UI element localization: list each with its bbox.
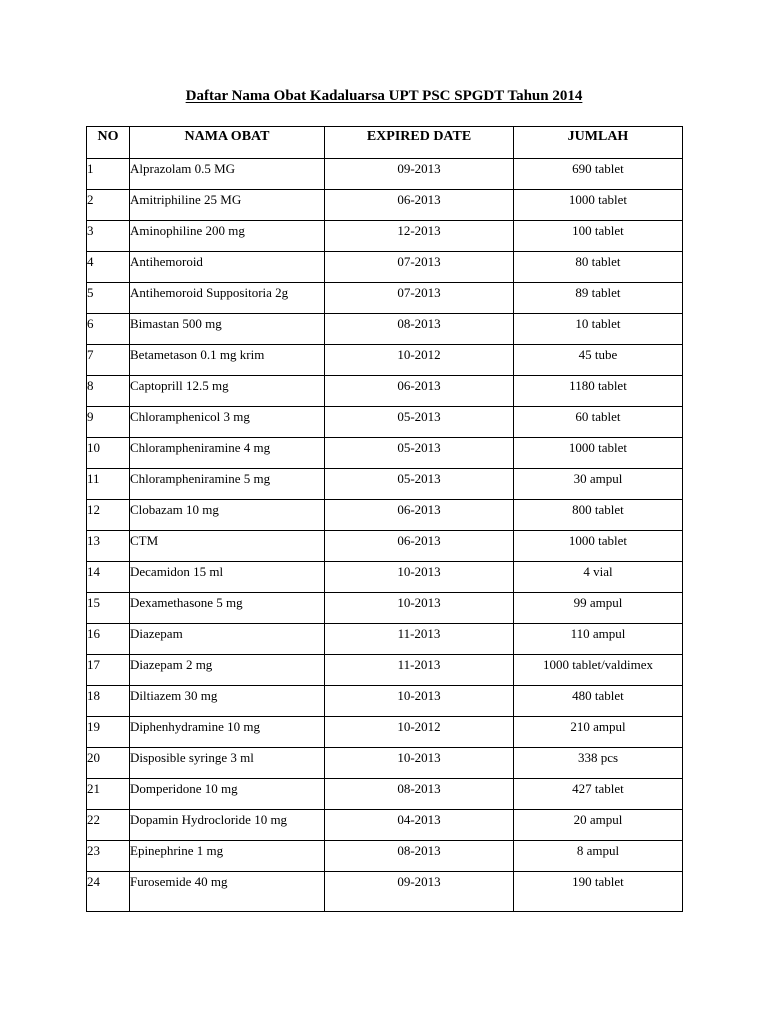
cell-no: 14 <box>87 562 130 593</box>
cell-no: 24 <box>87 872 130 912</box>
table-row <box>87 159 683 190</box>
cell-quantity: 1000 tablet <box>514 438 683 469</box>
cell-no: 5 <box>87 283 130 314</box>
table-row <box>87 314 683 345</box>
table-row <box>87 810 683 841</box>
cell-no: 20 <box>87 748 130 779</box>
table-row <box>87 407 683 438</box>
cell-medicine-name: Amitriphiline 25 MG <box>130 190 325 221</box>
cell-medicine-name: Furosemide 40 mg <box>130 872 325 912</box>
cell-expired-date: 08-2013 <box>325 841 514 872</box>
cell-medicine-name: Betametason 0.1 mg krim <box>130 345 325 376</box>
cell-expired-date: 05-2013 <box>325 438 514 469</box>
table-row <box>87 221 683 252</box>
cell-no: 17 <box>87 655 130 686</box>
cell-expired-date: 08-2013 <box>325 314 514 345</box>
cell-no: 6 <box>87 314 130 345</box>
table-row <box>87 438 683 469</box>
cell-medicine-name: Bimastan 500 mg <box>130 314 325 345</box>
cell-quantity: 60 tablet <box>514 407 683 438</box>
cell-expired-date: 06-2013 <box>325 500 514 531</box>
cell-medicine-name: Dopamin Hydrocloride 10 mg <box>130 810 325 841</box>
cell-medicine-name: CTM <box>130 531 325 562</box>
table-row <box>87 593 683 624</box>
cell-no: 23 <box>87 841 130 872</box>
cell-quantity: 4 vial <box>514 562 683 593</box>
header-quantity: JUMLAH <box>514 127 683 159</box>
header-no: NO <box>87 127 130 159</box>
cell-expired-date: 10-2013 <box>325 562 514 593</box>
cell-quantity: 690 tablet <box>514 159 683 190</box>
table-row <box>87 686 683 717</box>
table-row <box>87 841 683 872</box>
cell-no: 2 <box>87 190 130 221</box>
cell-medicine-name: Disposible syringe 3 ml <box>130 748 325 779</box>
cell-quantity: 100 tablet <box>514 221 683 252</box>
cell-no: 18 <box>87 686 130 717</box>
cell-medicine-name: Chloramphenicol 3 mg <box>130 407 325 438</box>
cell-expired-date: 09-2013 <box>325 159 514 190</box>
cell-medicine-name: Epinephrine 1 mg <box>130 841 325 872</box>
header-medicine-name: NAMA OBAT <box>130 127 325 159</box>
table-row <box>87 872 683 912</box>
cell-expired-date: 06-2013 <box>325 190 514 221</box>
cell-no: 1 <box>87 159 130 190</box>
cell-quantity: 20 ampul <box>514 810 683 841</box>
cell-no: 11 <box>87 469 130 500</box>
table-row <box>87 252 683 283</box>
table-row <box>87 779 683 810</box>
cell-no: 4 <box>87 252 130 283</box>
cell-expired-date: 12-2013 <box>325 221 514 252</box>
cell-no: 8 <box>87 376 130 407</box>
table-row <box>87 469 683 500</box>
cell-quantity: 1000 tablet/valdimex <box>514 655 683 686</box>
cell-medicine-name: Aminophiline 200 mg <box>130 221 325 252</box>
cell-expired-date: 10-2012 <box>325 345 514 376</box>
table-row <box>87 624 683 655</box>
cell-no: 16 <box>87 624 130 655</box>
cell-medicine-name: Domperidone 10 mg <box>130 779 325 810</box>
table-row <box>87 190 683 221</box>
cell-quantity: 45 tube <box>514 345 683 376</box>
cell-expired-date: 10-2013 <box>325 748 514 779</box>
cell-quantity: 1000 tablet <box>514 190 683 221</box>
table-row <box>87 283 683 314</box>
cell-no: 13 <box>87 531 130 562</box>
cell-expired-date: 11-2013 <box>325 655 514 686</box>
cell-quantity: 480 tablet <box>514 686 683 717</box>
cell-quantity: 30 ampul <box>514 469 683 500</box>
cell-no: 3 <box>87 221 130 252</box>
cell-quantity: 80 tablet <box>514 252 683 283</box>
cell-medicine-name: Clobazam 10 mg <box>130 500 325 531</box>
cell-quantity: 89 tablet <box>514 283 683 314</box>
cell-expired-date: 06-2013 <box>325 531 514 562</box>
cell-medicine-name: Chlorampheniramine 4 mg <box>130 438 325 469</box>
cell-expired-date: 05-2013 <box>325 469 514 500</box>
table-row <box>87 345 683 376</box>
document-title: Daftar Nama Obat Kadaluarsa UPT PSC SPGDT Tahun 2014 <box>185 88 583 104</box>
cell-expired-date: 10-2013 <box>325 593 514 624</box>
cell-medicine-name: Antihemoroid Suppositoria 2g <box>130 283 325 314</box>
cell-quantity: 338 pcs <box>514 748 683 779</box>
table-row <box>87 500 683 531</box>
cell-medicine-name: Captoprill 12.5 mg <box>130 376 325 407</box>
cell-quantity: 110 ampul <box>514 624 683 655</box>
cell-medicine-name: Diazepam <box>130 624 325 655</box>
cell-quantity: 210 ampul <box>514 717 683 748</box>
cell-medicine-name: Alprazolam 0.5 MG <box>130 159 325 190</box>
table-header-row <box>87 127 683 159</box>
cell-expired-date: 10-2012 <box>325 717 514 748</box>
cell-quantity: 1000 tablet <box>514 531 683 562</box>
cell-expired-date: 10-2013 <box>325 686 514 717</box>
cell-medicine-name: Decamidon 15 ml <box>130 562 325 593</box>
cell-no: 7 <box>87 345 130 376</box>
cell-expired-date: 04-2013 <box>325 810 514 841</box>
cell-quantity: 427 tablet <box>514 779 683 810</box>
cell-no: 22 <box>87 810 130 841</box>
cell-quantity: 800 tablet <box>514 500 683 531</box>
cell-no: 15 <box>87 593 130 624</box>
cell-medicine-name: Antihemoroid <box>130 252 325 283</box>
table-row <box>87 655 683 686</box>
table-row <box>87 562 683 593</box>
cell-quantity: 1180 tablet <box>514 376 683 407</box>
cell-expired-date: 05-2013 <box>325 407 514 438</box>
cell-medicine-name: Diphenhydramine 10 mg <box>130 717 325 748</box>
cell-expired-date: 09-2013 <box>325 872 514 912</box>
cell-medicine-name: Chlorampheniramine 5 mg <box>130 469 325 500</box>
table-body <box>87 159 683 912</box>
table-row <box>87 376 683 407</box>
cell-expired-date: 07-2013 <box>325 283 514 314</box>
cell-medicine-name: Dexamethasone 5 mg <box>130 593 325 624</box>
cell-expired-date: 08-2013 <box>325 779 514 810</box>
header-expired-date: EXPIRED DATE <box>325 127 514 159</box>
cell-no: 10 <box>87 438 130 469</box>
cell-expired-date: 11-2013 <box>325 624 514 655</box>
cell-no: 21 <box>87 779 130 810</box>
table-row <box>87 717 683 748</box>
cell-quantity: 99 ampul <box>514 593 683 624</box>
cell-no: 19 <box>87 717 130 748</box>
table-row <box>87 531 683 562</box>
cell-quantity: 190 tablet <box>514 872 683 912</box>
cell-no: 12 <box>87 500 130 531</box>
cell-expired-date: 06-2013 <box>325 376 514 407</box>
cell-medicine-name: Diazepam 2 mg <box>130 655 325 686</box>
cell-expired-date: 07-2013 <box>325 252 514 283</box>
cell-medicine-name: Diltiazem 30 mg <box>130 686 325 717</box>
expired-medicine-table <box>86 126 683 912</box>
table-row <box>87 748 683 779</box>
cell-no: 9 <box>87 407 130 438</box>
cell-quantity: 10 tablet <box>514 314 683 345</box>
cell-quantity: 8 ampul <box>514 841 683 872</box>
